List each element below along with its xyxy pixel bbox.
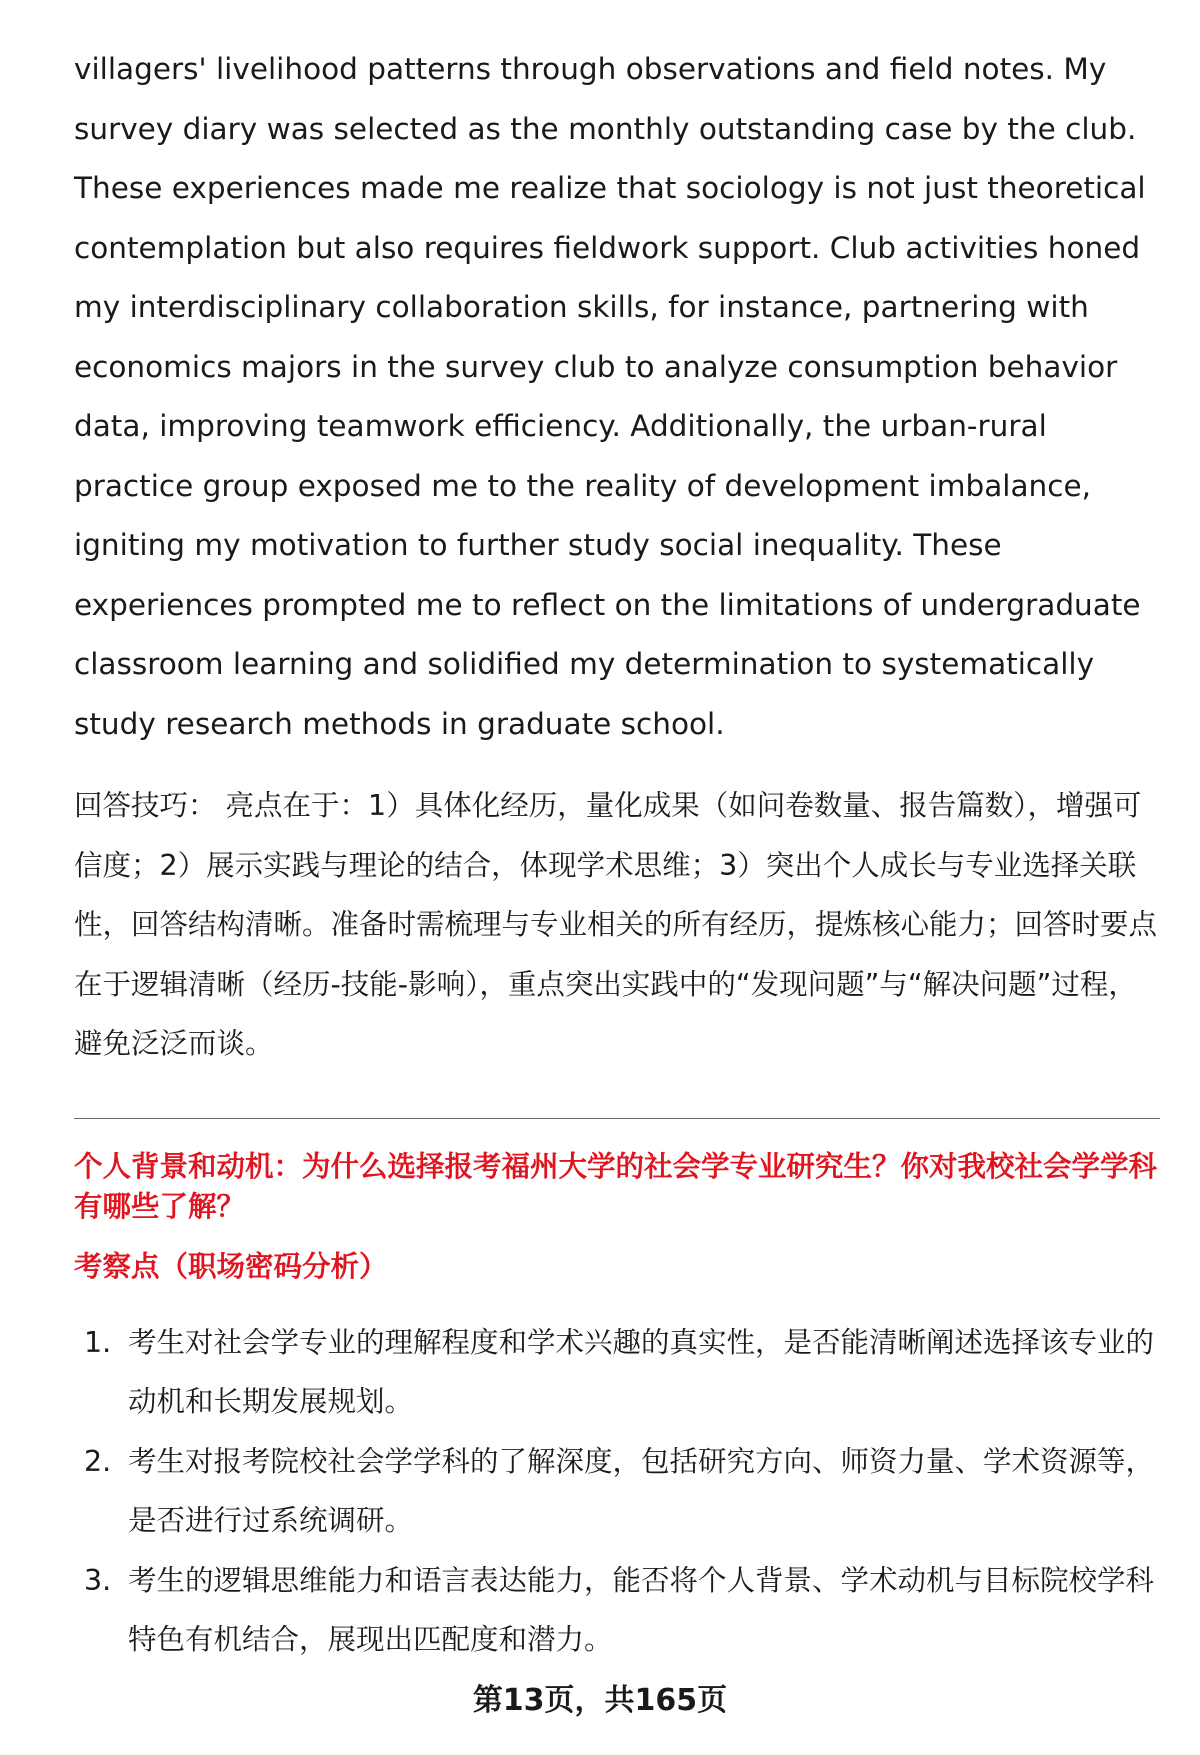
list-item-number: 3.: [84, 1563, 112, 1597]
answer-tips: 回答技巧： 亮点在于：1）具体化经历，量化成果（如问卷数量、报告篇数），增强可信度；2）展示实践与理论的结合，体现学术思维；3）突出个人成长与专业选择关联性，回答结构清晰。准备时需梳理与专业相关的所有经历，提炼核心能力；回答时要点在于逻辑清晰（经历-技能-影响），重点突出实践中的“发现问题”与“解决问题”过程，避免泛泛而谈。: [74, 789, 1158, 1060]
list-item-text: 考生的逻辑思维能力和语言表达能力，能否将个人背景、学术动机与目标院校学科特色有机结合，展现出匹配度和潜力。: [128, 1563, 1155, 1656]
analysis-title: 考察点（职场密码分析）: [74, 1249, 388, 1283]
page-number: 第13页，共165页: [472, 1683, 728, 1718]
list-item-text: 考生对社会学专业的理解程度和学术兴趣的真实性，是否能清晰阐述选择该专业的动机和长期发展规划。: [128, 1325, 1155, 1418]
list-item-number: 1.: [84, 1325, 112, 1359]
list-item-number: 2.: [84, 1444, 112, 1478]
document-page: [74, 40, 1160, 1670]
interview-question: 个人背景和动机：为什么选择报考福州大学的社会学专业研究生？你对我校社会学学科有哪些了解？: [74, 1149, 1158, 1223]
section-divider: [74, 1118, 1160, 1119]
list-item-text: 考生对报考院校社会学学科的了解深度，包括研究方向、师资力量、学术资源等，是否进行过系统调研。: [128, 1444, 1155, 1537]
analysis-points: [74, 1313, 1160, 1670]
list-item: [74, 1313, 1160, 1432]
list-item: [74, 1551, 1160, 1670]
list-item: [74, 1432, 1160, 1551]
essay-paragraph: villagers' livelihood patterns through observations and field notes. My survey diary was selected as the monthly outstanding case by the club. These experiences made me realize that sociology is not just theoretical contemplation but also requires fieldwork support. Club activities honed my interdisciplinary collaboration skills, for instance, partnering with economics majors in the survey club to analyze consumption behavior data, improving teamwork efficiency. Additionally, the urban-rural practice group exposed me to the reality of development imbalance, igniting my motivation to further study social inequality. These experiences prompted me to reflect on the limitations of undergraduate classroom learning and solidified my determination to systematically study research methods in graduate school.: [74, 52, 1146, 741]
